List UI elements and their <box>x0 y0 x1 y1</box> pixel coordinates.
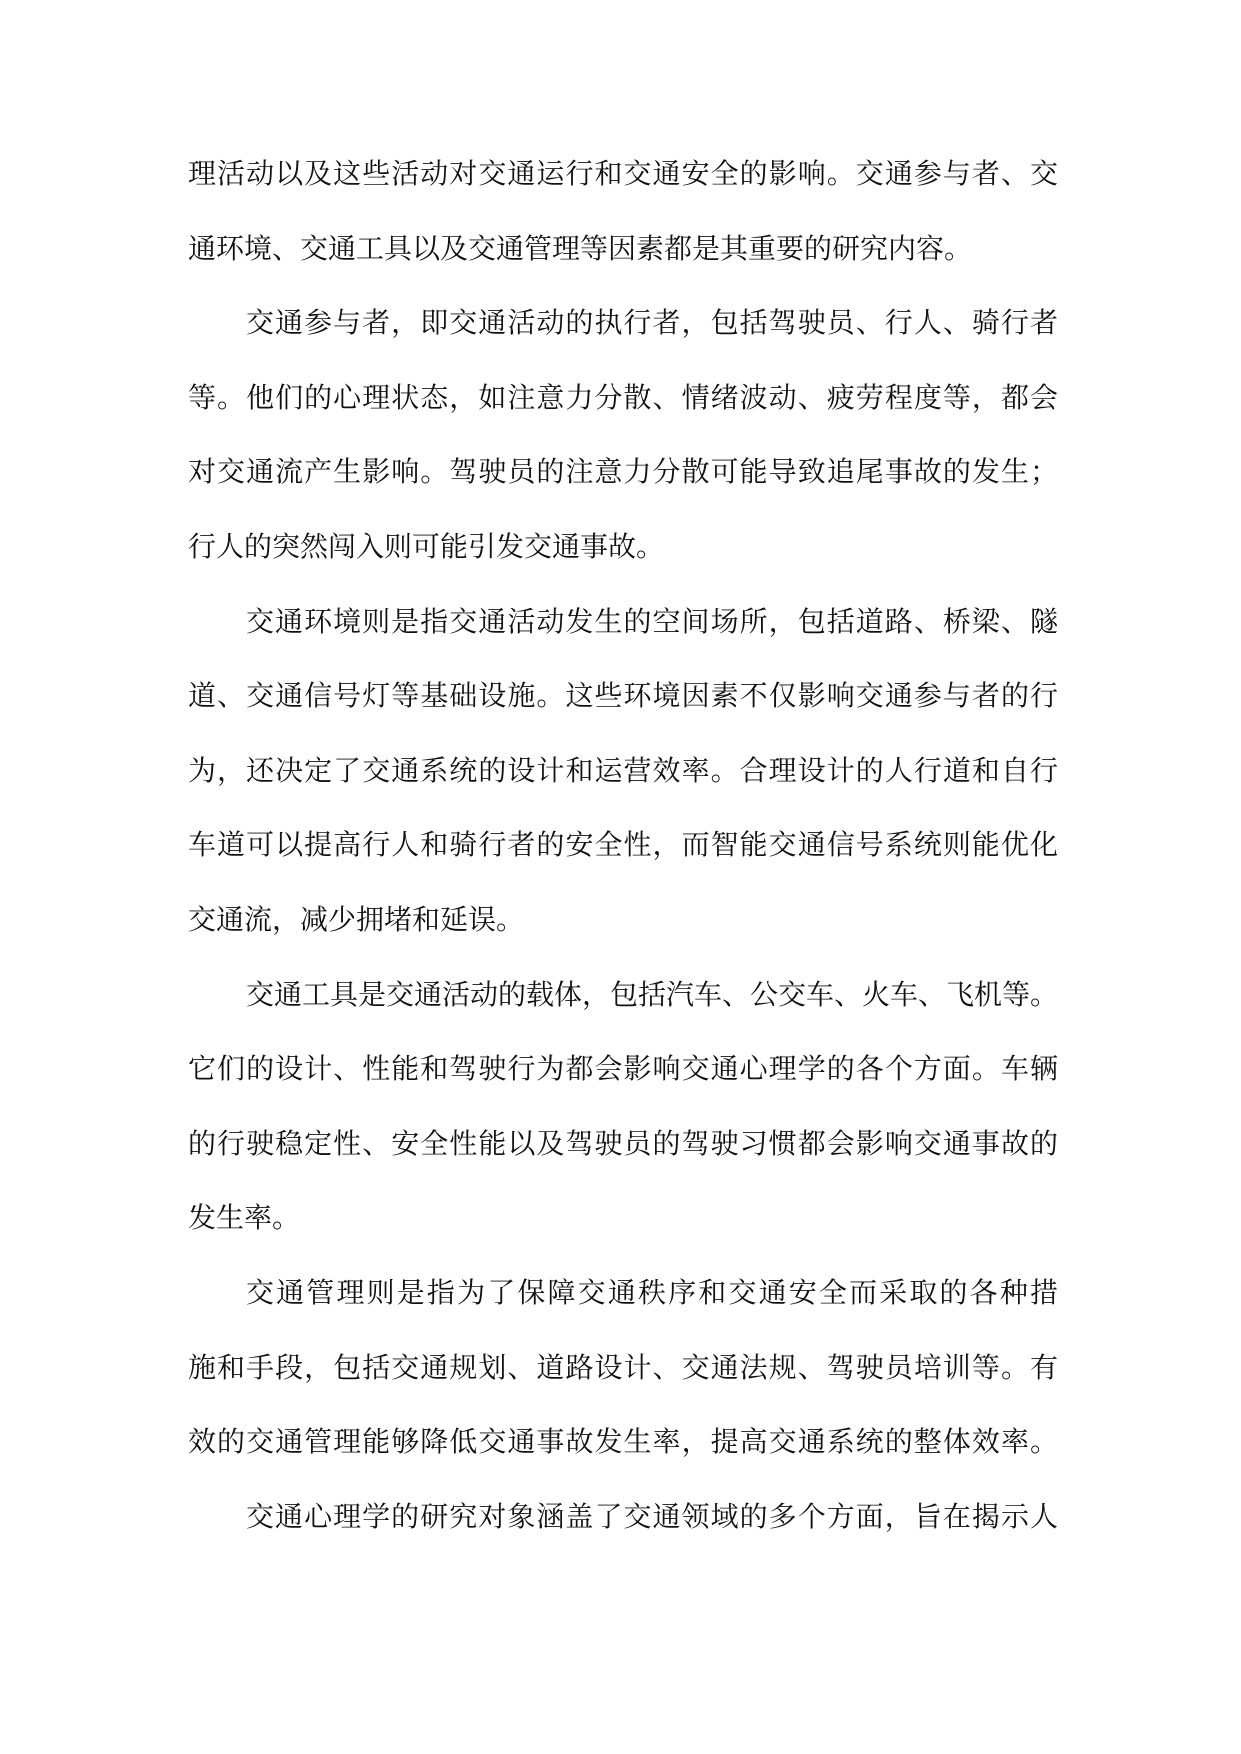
text-line: 通环境、交通工具以及交通管理等因素都是其重要的研究内容。 <box>188 231 973 265</box>
text-line: 对交通流产生影响。驾驶员的注意力分散可能导致追尾事故的发生； <box>188 455 1058 489</box>
text-line: 行人的突然闯入则可能引发交通事故。 <box>188 529 665 563</box>
paragraph-first-line: 交通管理则是指为了保障交通秩序和交通安全而采取的各种措 <box>246 1275 1058 1309</box>
paragraph-first-line: 交通工具是交通活动的载体，包括汽车、公交车、火车、飞机等。 <box>246 977 1058 1011</box>
text-line: 的行驶稳定性、安全性能以及驾驶员的驾驶习惯都会影响交通事故的 <box>188 1126 1058 1160</box>
text-line: 为，还决定了交通系统的设计和运营效率。合理设计的人行道和自行 <box>188 753 1058 787</box>
text-line: 发生率。 <box>188 1201 301 1235</box>
paragraph-first-line: 交通心理学的研究对象涵盖了交通领域的多个方面，旨在揭示人 <box>246 1499 1058 1533</box>
paragraph-first-line: 交通环境则是指交通活动发生的空间场所，包括道路、桥梁、隧 <box>246 604 1058 638</box>
text-line: 车道可以提高行人和骑行者的安全性，而智能交通信号系统则能优化 <box>188 828 1058 862</box>
text-line: 施和手段，包括交通规划、道路设计、交通法规、驾驶员培训等。有 <box>188 1350 1058 1384</box>
text-line: 道、交通信号灯等基础设施。这些环境因素不仅影响交通参与者的行 <box>188 679 1058 713</box>
body-text <box>188 144 1058 1561</box>
text-line: 等。他们的心理状态，如注意力分散、情绪波动、疲劳程度等，都会 <box>188 380 1058 414</box>
text-line: 效的交通管理能够降低交通事故发生率，提高交通系统的整体效率。 <box>188 1425 1058 1459</box>
text-line: 理活动以及这些活动对交通运行和交通安全的影响。交通参与者、交 <box>188 157 1058 190</box>
text-line: 交通流，减少拥堵和延误。 <box>188 902 525 936</box>
text-line: 它们的设计、性能和驾驶行为都会影响交通心理学的各个方面。车辆 <box>188 1052 1058 1086</box>
paragraph-first-line: 交通参与者，即交通活动的执行者，包括驾驶员、行人、骑行者 <box>246 306 1058 340</box>
